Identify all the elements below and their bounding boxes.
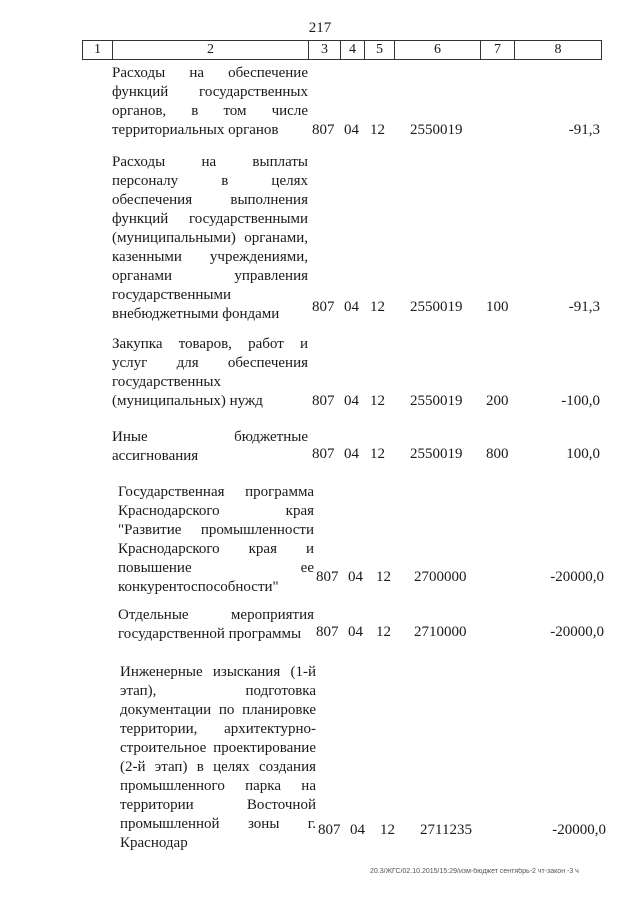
row-sum: -91,3	[568, 122, 600, 138]
row-sum: -20000,0	[552, 822, 606, 838]
header-col-5: 5	[365, 41, 395, 59]
row-name: Иные бюджетные ассигнования	[112, 429, 308, 464]
row-subsection: 12	[380, 822, 395, 838]
row-name: Расходы на обеспечение функций государственных органов, в том числе территориальных органов	[112, 65, 308, 138]
table-header	[82, 40, 602, 60]
row-section: 04	[344, 122, 359, 138]
row-section: 04	[344, 446, 359, 462]
row-section: 04	[350, 822, 365, 838]
row-admin: 807	[312, 122, 335, 138]
row-section: 04	[344, 299, 359, 315]
header-col-8: 8	[554, 42, 562, 57]
row-admin: 807	[312, 299, 335, 315]
row-vr: 100	[486, 299, 509, 315]
row-sum: -100,0	[561, 393, 600, 409]
row-name: Отдельные мероприятия государственной программы	[118, 607, 314, 642]
row-subsection: 12	[376, 569, 391, 585]
row-sum: -20000,0	[550, 569, 604, 585]
row-subsection: 12	[370, 393, 385, 409]
header-col-7: 7	[481, 41, 515, 59]
row-csr: 2550019	[410, 122, 463, 138]
row-subsection: 12	[376, 624, 391, 640]
row-name: Расходы на выплаты персоналу в целях обеспечения выполнения функций государственными (муниципальными) органами, казенными учреждениями, органами управления государственными внебюджетными фондами	[112, 154, 308, 322]
row-sum: -91,3	[568, 299, 600, 315]
row-name: Государственная программа Краснодарского края "Развитие промышленности Краснодарского края и повышение ее конкурентоспособности"	[118, 484, 314, 595]
row-sum: 100,0	[566, 446, 600, 462]
row-admin: 807	[318, 822, 341, 838]
row-sum: -20000,0	[550, 624, 604, 640]
page-number: 217	[308, 20, 332, 36]
row-subsection: 12	[370, 122, 385, 138]
document-footer-code: 20.3/ЖГС/02.10.2015/15:29/изм-бюджет сентябрь-2 чт-закон -3 ч	[370, 868, 579, 875]
row-csr: 2700000	[414, 569, 467, 585]
row-subsection: 12	[370, 446, 385, 462]
row-vr: 800	[486, 446, 509, 462]
row-csr: 2710000	[414, 624, 467, 640]
header-col-1: 1	[83, 41, 113, 59]
header-col-6: 6	[395, 41, 481, 59]
row-csr: 2550019	[410, 446, 463, 462]
row-section: 04	[344, 393, 359, 409]
header-col-3: 3	[309, 41, 341, 59]
row-name: Закупка товаров, работ и услуг для обеспечения государственных (муниципальных) нужд	[112, 336, 308, 409]
header-col-2: 2	[113, 41, 309, 59]
row-subsection: 12	[370, 299, 385, 315]
row-csr: 2550019	[410, 393, 463, 409]
row-csr: 2711235	[420, 822, 472, 838]
row-section: 04	[348, 624, 363, 640]
row-admin: 807	[312, 393, 335, 409]
header-col-4: 4	[341, 41, 365, 59]
row-admin: 807	[316, 624, 339, 640]
row-admin: 807	[316, 569, 339, 585]
row-name: Инженерные изыскания (1-й этап), подготовка документации по планировке территории, архитектурно-строительное проектирование (2-й этап) в целях создания промышленного парка на территории Восточной промышленной зоны г. Краснодар	[120, 664, 316, 851]
row-vr: 200	[486, 393, 509, 409]
row-admin: 807	[312, 446, 335, 462]
row-section: 04	[348, 569, 363, 585]
row-csr: 2550019	[410, 299, 463, 315]
